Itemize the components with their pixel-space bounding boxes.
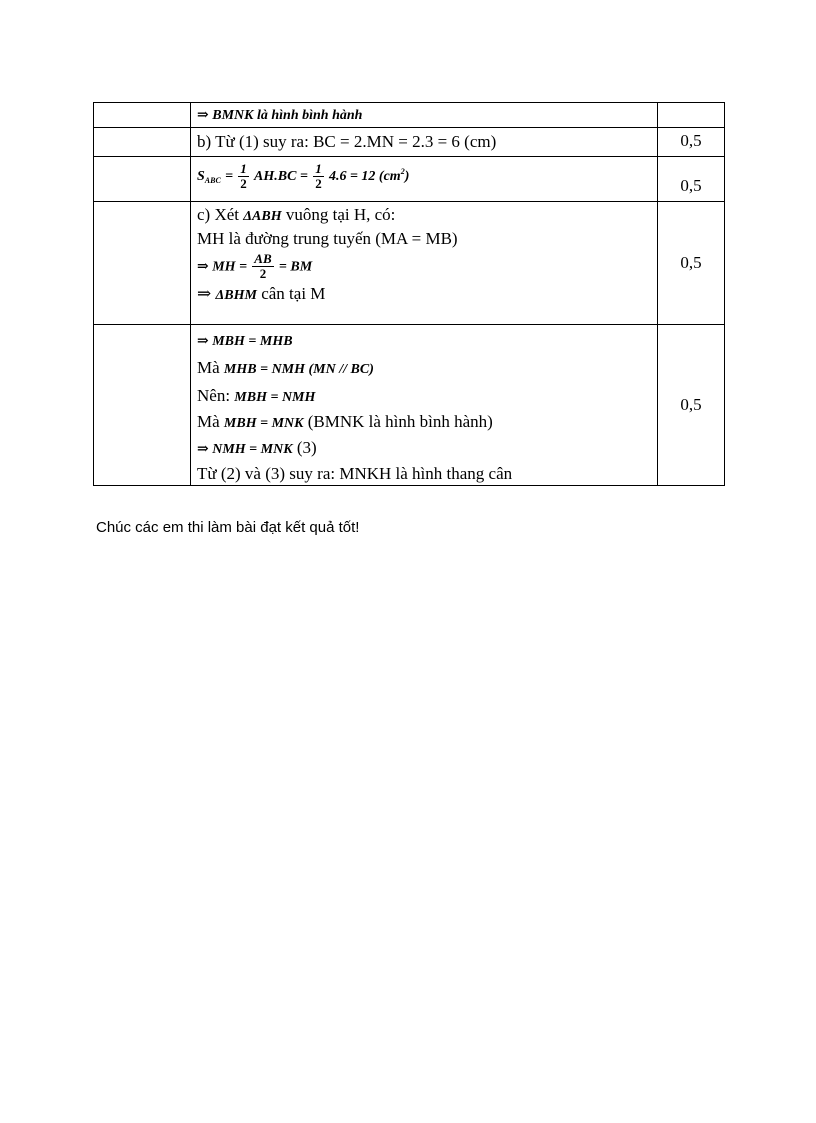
table-row (94, 128, 725, 157)
empty-cell (94, 103, 191, 128)
table-row (94, 157, 725, 202)
empty-cell (94, 325, 191, 486)
grading-table (93, 102, 725, 486)
table-row (94, 103, 725, 128)
text-line: ⇒ MH = $\frac{AB}{2}$ = BM (197, 251, 313, 281)
content-cell (191, 157, 658, 202)
empty-cell (94, 157, 191, 202)
text-line: ⇒ NMH = MNK (3) (197, 438, 317, 457)
text-line: b) Từ (1) suy ra: BC = 2.MN = 2.3 = 6 (cm) (197, 132, 497, 151)
empty-cell (94, 128, 191, 157)
score-value: 0,5 (680, 253, 702, 272)
content-cell (191, 202, 658, 325)
fraction: $\frac{AB}{2}$ (254, 251, 272, 281)
score-value: 0,5 (680, 131, 702, 150)
text-line: Từ (2) và (3) suy ra: MNKH là hình thang cân (197, 464, 513, 483)
fraction: $\frac{1}{2}$ (240, 160, 247, 191)
text-line: ⇒ ΔBHM cân tại M (197, 284, 326, 303)
table-row (94, 202, 725, 325)
closing-message: Chúc các em thi làm bài đạt kết quả tốt! (96, 519, 360, 536)
content-cell (191, 325, 658, 486)
score-cell (658, 103, 725, 128)
area-formula: $S_{ABC}$ = $\frac{1}{2}$ AH.BC = $\frac{1}{2}$ 4.6 = 12 $(cm^2)$ (197, 160, 410, 191)
empty-cell (94, 202, 191, 325)
text-line: MH là đường trung tuyến (MA = MB) (197, 229, 458, 248)
fraction: $\frac{1}{2}$ (315, 160, 322, 191)
score-cell (658, 202, 725, 325)
text-line: Mà MHB = NMH (MN // BC) (197, 358, 374, 377)
text-line: Mà MBH = MNK (BMNK là hình bình hành) (197, 412, 493, 431)
math-text: ⇒ BMNK là hình bình hành (197, 108, 363, 123)
score-value: 0,5 (680, 395, 702, 414)
text-line: Nên: MBH = NMH (197, 386, 316, 405)
text-line: c) Xét ΔABH vuông tại H, có: (197, 205, 396, 224)
score-cell (658, 325, 725, 486)
score-cell (658, 128, 725, 157)
text-line: ⇒ MBH = MHB (197, 334, 293, 349)
table-row (94, 325, 725, 486)
content-cell (191, 128, 658, 157)
score-value: 0,5 (680, 176, 702, 195)
score-cell (658, 157, 725, 202)
content-cell (191, 103, 658, 128)
